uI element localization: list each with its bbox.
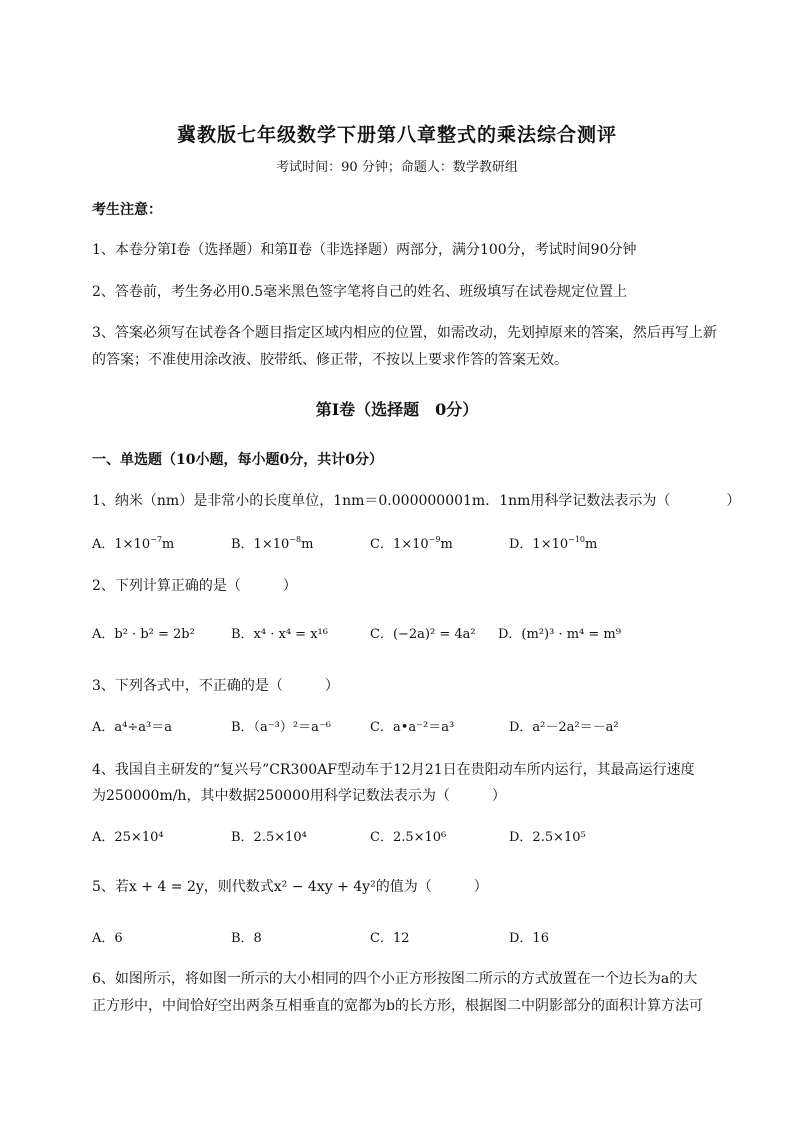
part-heading: 一、单选题（10小题，每小题0分，共计0分） (92, 452, 383, 468)
question-5-option-d: D．16 (509, 931, 549, 946)
question-5-option-b: B．8 (231, 931, 262, 946)
question-3-option-d: D．a²－2a²＝－a² (509, 720, 619, 735)
option-a-base: A．1×10 (92, 537, 151, 552)
question-4-stem-line2: 为250000m/h，其中数据250000用科学记数法表示为（ ） (92, 788, 506, 804)
section-title: 第Ⅰ卷（选择题 0分） (315, 400, 479, 419)
question-3-option-b: B．（a⁻³）²＝a⁻⁶ (231, 720, 331, 735)
question-4-option-a: A．25×10⁴ (92, 830, 164, 845)
question-6-stem-line2: 正方形中，中间恰好空出两条互相垂直的宽都为b的长方形，根据图二中阴影部分的面积计算方法可 (92, 998, 703, 1014)
option-a-unit: m (161, 537, 175, 552)
question-5-option-c: C．12 (370, 931, 410, 946)
notice-item-2: 2、答卷前，考生务必用0.5毫米黑色签字笔将自己的姓名、班级填写在试卷规定位置上 (92, 284, 628, 300)
question-1-option-d (509, 536, 597, 554)
option-d-exponent: −10 (568, 535, 586, 544)
notice-item-3-cont: 的答案；不准使用涂改液、胶带纸、修正带，不按以上要求作答的答案无效。 (92, 352, 568, 368)
option-d-base: D．1×10 (509, 537, 569, 552)
option-b-exponent: −8 (289, 535, 302, 544)
question-6-stem-line1: 6、如图所示，将如图一所示的大小相同的四个小正方形按图二所示的方式放置在一个边长为a的大 (92, 971, 698, 987)
question-3-option-a: A．a⁴÷a³＝a (92, 720, 172, 735)
question-3-stem: 3、下列各式中，不正确的是（ ） (92, 678, 339, 694)
option-d-unit: m (585, 537, 598, 552)
option-b-base: B．1×10 (231, 537, 290, 552)
notice-item-1: 1、本卷分第Ⅰ卷（选择题）和第Ⅱ卷（非选择题）两部分，满分100分，考试时间90分钟 (92, 242, 637, 258)
question-2-option-a: A．b² · b² = 2b² (92, 627, 195, 642)
notice-item-3: 3、答案必须写在试卷各个题目指定区域内相应的位置，如需改动，先划掉原来的答案，然后再写上新 (92, 325, 717, 341)
exam-subtitle: 考试时间：90 分钟；命题人：数学教研组 (276, 160, 518, 175)
option-a-exponent: −7 (150, 535, 162, 544)
question-3-option-c: C．a•a⁻²＝a³ (370, 720, 455, 735)
question-1-option-c (370, 536, 453, 554)
question-1-option-b (231, 536, 313, 554)
question-2-option-c: C．(−2a)² = 4a² (370, 627, 476, 642)
notice-heading: 考生注意： (92, 202, 162, 218)
question-5-stem: 5、若x + 4 = 2y，则代数式x² − 4xy + 4y²的值为（ ） (92, 879, 488, 895)
question-5-option-a: A．6 (92, 931, 123, 946)
question-2-stem: 2、下列计算正确的是（ ） (92, 578, 297, 594)
option-c-unit: m (440, 537, 453, 552)
option-b-unit: m (301, 537, 314, 552)
question-1-stem: 1、纳米（nm）是非常小的长度单位，1nm＝0.000000001m．1nm用科学记数法表示为（ ） (92, 493, 741, 509)
question-2-option-b: B．x⁴ · x⁴ = x¹⁶ (231, 627, 328, 642)
question-2-option-d: D．(m²)³ · m⁴ = m⁹ (498, 627, 621, 642)
question-4-stem-line1: 4、我国自主研发的“复兴号”CR300AF型动车于12月21日在贵阳动车所内运行，其最高运行速度 (92, 762, 695, 778)
question-4-option-c: C．2.5×10⁶ (370, 830, 447, 845)
question-1-option-a (92, 536, 174, 554)
question-4-option-b: B．2.5×10⁴ (231, 830, 307, 845)
question-4-option-d: D．2.5×10⁵ (509, 830, 586, 845)
page-title: 冀教版七年级数学下册第八章整式的乘法综合测评 (176, 124, 617, 146)
option-c-exponent: −9 (428, 535, 441, 544)
option-c-base: C．1×10 (370, 537, 429, 552)
